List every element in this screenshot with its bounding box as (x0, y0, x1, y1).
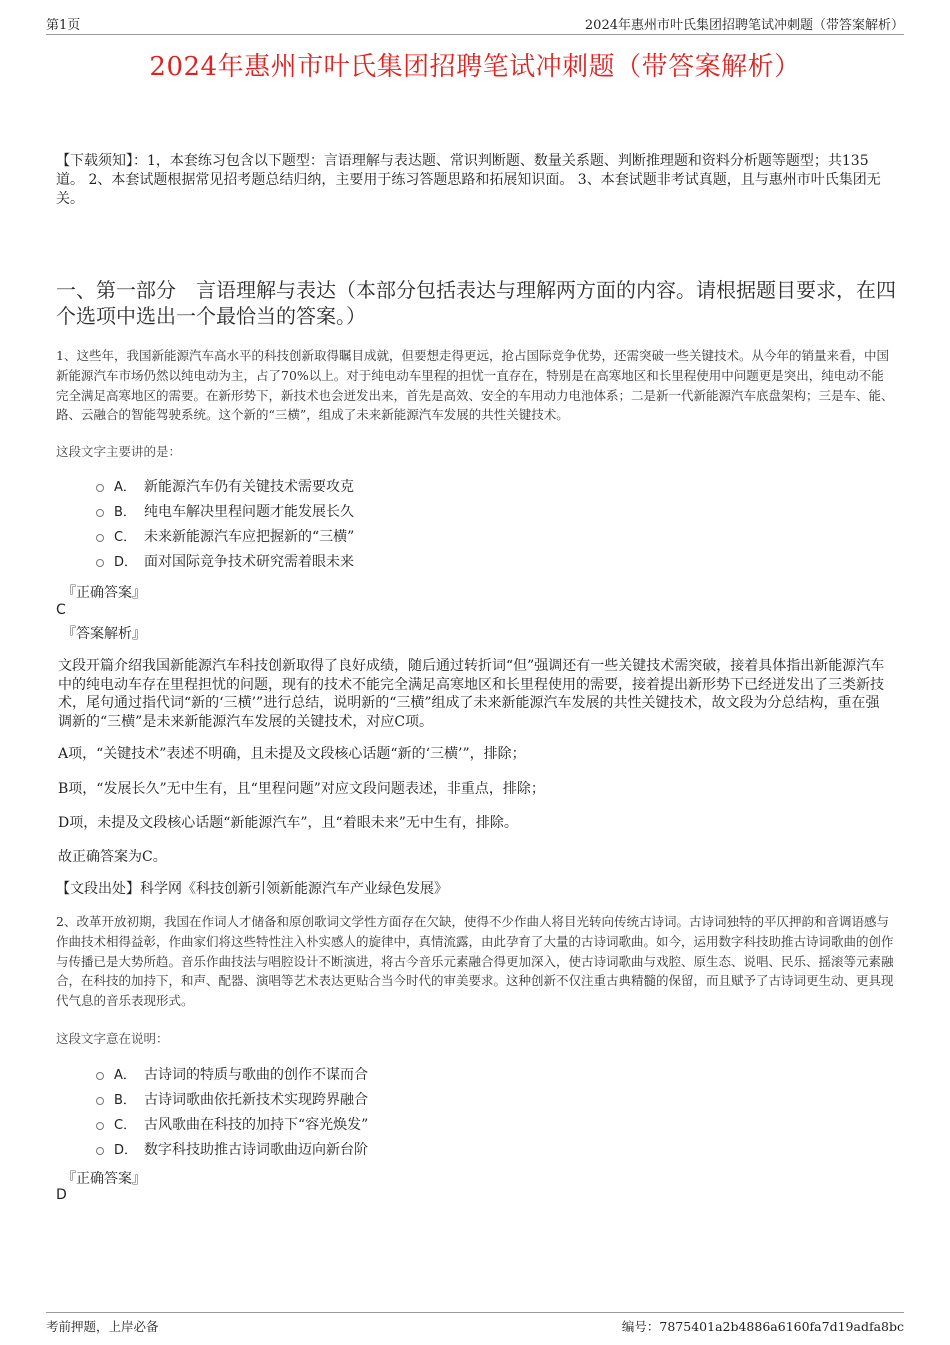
download-notice: 【下载须知】：1，本套练习包含以下题型：言语理解与表达题、常识判断题、数量关系题、判断推理题和资料分析题等题型；共135道。 2、本套试题根据常见招考题总结归纳，主要用于练习答题思路和拓展知识面。 3、本套试题非考试真题，且与惠州市叶氏集团无关。 (56, 153, 881, 207)
question-2-answer-label: 『正确答案』 (62, 1171, 146, 1187)
page-header (46, 12, 904, 35)
option-letter: B． (114, 1093, 136, 1108)
section-title: 一、第一部分 言语理解与表达（本部分包括表达与理解两方面的内容。请根据题目要求，在四个选项中选出一个最恰当的答案。） (56, 278, 896, 328)
option-letter: A． (114, 480, 136, 495)
header-doc-name: 2024年惠州市叶氏集团招聘笔试冲刺题（带答案解析） (584, 18, 904, 33)
option-letter: B． (114, 505, 136, 520)
option-letter: A． (114, 1068, 136, 1083)
option-text: 古诗词歌曲依托新技术实现跨界融合 (144, 1091, 368, 1108)
question-1-prompt: 这段文字主要讲的是： (56, 444, 182, 459)
question-1-option-a[interactable] (96, 473, 354, 498)
question-1-analysis-label: 『答案解析』 (62, 626, 146, 642)
radio-icon[interactable] (96, 509, 104, 517)
question-1-answer-label: 『正确答案』 (62, 585, 146, 601)
document-title: 2024年惠州市叶氏集团招聘笔试冲刺题（带答案解析） (149, 52, 801, 82)
option-text: 数字科技助推古诗词歌曲迈向新台阶 (144, 1141, 368, 1158)
radio-icon[interactable] (96, 559, 104, 567)
question-1-option-d[interactable] (96, 548, 354, 573)
question-1-option-c[interactable] (96, 523, 354, 548)
option-letter: C． (114, 1118, 137, 1133)
radio-icon[interactable] (96, 1147, 104, 1155)
page-number: 第1页 (46, 18, 81, 33)
question-1-source: 【文段出处】科学网《科技创新引领新能源汽车产业绿色发展》 (56, 881, 448, 897)
radio-icon[interactable] (96, 1122, 104, 1130)
question-1-options (96, 473, 354, 573)
question-2-text: 2、改革开放初期，我国在作词人才储备和原创歌词文学性方面存在欠缺，使得不少作曲人将目光转向传统古诗词。古诗词独特的平仄押韵和音调语感与作曲技术相得益彰，作曲家们将这些特性注入朴实感人的旋律中，真情流露，由此孕育了大量的古诗词歌曲。如今，运用数字科技助推古诗词歌曲的创作与传播已是大势所趋。音乐作曲技法与唱腔设计不断演进，将古今音乐元素融合得更加深入，使古诗词歌曲与戏腔、原生态、说唱、民乐、摇滚等元素融合，在科技的加持下，和声、配器、演唱等艺术表达更贴合当今时代的审美要求。这种创新不仅注重古典精髓的保留，而且赋予了古诗词更生动、更具现代气息的音乐表现形式。 (56, 914, 894, 1009)
radio-icon[interactable] (96, 1097, 104, 1105)
question-1-option-b[interactable] (96, 498, 354, 523)
option-text: 古诗词的特质与歌曲的创作不谋而合 (144, 1066, 368, 1083)
radio-icon[interactable] (96, 534, 104, 542)
question-2-option-d[interactable] (96, 1136, 368, 1161)
option-text: 面对国际竞争技术研究需着眼未来 (144, 553, 354, 570)
question-1-analysis-d: D项，未提及文段核心话题“新能源汽车”，且“着眼未来”无中生有，排除。 (58, 815, 518, 831)
question-2-answer: D (56, 1187, 67, 1203)
option-text: 新能源汽车仍有关键技术需要攻克 (144, 478, 354, 495)
option-text: 未来新能源汽车应把握新的“三横” (144, 528, 355, 545)
radio-icon[interactable] (96, 484, 104, 492)
radio-icon[interactable] (96, 1072, 104, 1080)
page-footer (46, 1312, 904, 1334)
option-text: 纯电车解决里程问题才能发展长久 (144, 503, 354, 520)
question-1-analysis-a: A项，“关键技术”表述不明确，且未提及文段核心话题“新的‘三横’”，排除； (58, 746, 526, 762)
question-2-option-c[interactable] (96, 1111, 368, 1136)
question-1-analysis: 文段开篇介绍我国新能源汽车科技创新取得了良好成绩，随后通过转折词“但”强调还有一些关键技术需突破，接着具体指出新能源汽车中的纯电动车存在里程担忧的问题，现有的技术不能完全满足高寒地区和长里程使用的需要，接着提出新形势下已经迸发出了三类新技术，尾句通过指代词“新的‘三横’”进行总结，说明新的“三横”组成了未来新能源汽车发展的共性关键技术，故文段为分总结构，重在强调新的“三横”是未来新能源汽车发展的关键技术，对应C项。 (58, 658, 885, 730)
question-2-prompt: 这段文字意在说明： (56, 1031, 169, 1046)
question-2-option-b[interactable] (96, 1086, 368, 1111)
question-1-conclusion: 故正确答案为C。 (58, 849, 167, 865)
option-letter: D． (114, 555, 138, 570)
footer-serial: 编号：7875401a2b4886a6160fa7d19adfa8bc (621, 1319, 904, 1334)
question-2-option-a[interactable] (96, 1061, 368, 1086)
question-2-options (96, 1061, 368, 1161)
footer-slogan: 考前押题，上岸必备 (46, 1319, 159, 1334)
option-letter: D． (114, 1143, 138, 1158)
question-1-analysis-b: B项，“发展长久”无中生有，且“里程问题”对应文段问题表述，非重点，排除； (58, 781, 545, 797)
option-letter: C． (114, 530, 137, 545)
option-text: 古风歌曲在科技的加持下“容光焕发” (144, 1116, 369, 1133)
question-1-answer: C (56, 602, 66, 618)
question-1-text: 1、这些年，我国新能源汽车高水平的科技创新取得瞩目成就，但要想走得更远，抢占国际竞争优势，还需突破一些关键技术。从今年的销量来看，中国新能源汽车市场仍然以纯电动为主，占了70%以上。对于纯电动车里程的担忧一直存在，特别是在高寒地区和长里程使用中问题更是突出，纯电动不能完全满足高寒地区的需要。在新形势下，新技术也会迸发出来，首先是高效、安全的车用动力电池体系；二是新一代新能源汽车底盘架构；三是车、能、路、云融合的智能驾驶系统。这个新的“三横”，组成了未来新能源汽车发展的共性关键技术。 (56, 348, 894, 423)
